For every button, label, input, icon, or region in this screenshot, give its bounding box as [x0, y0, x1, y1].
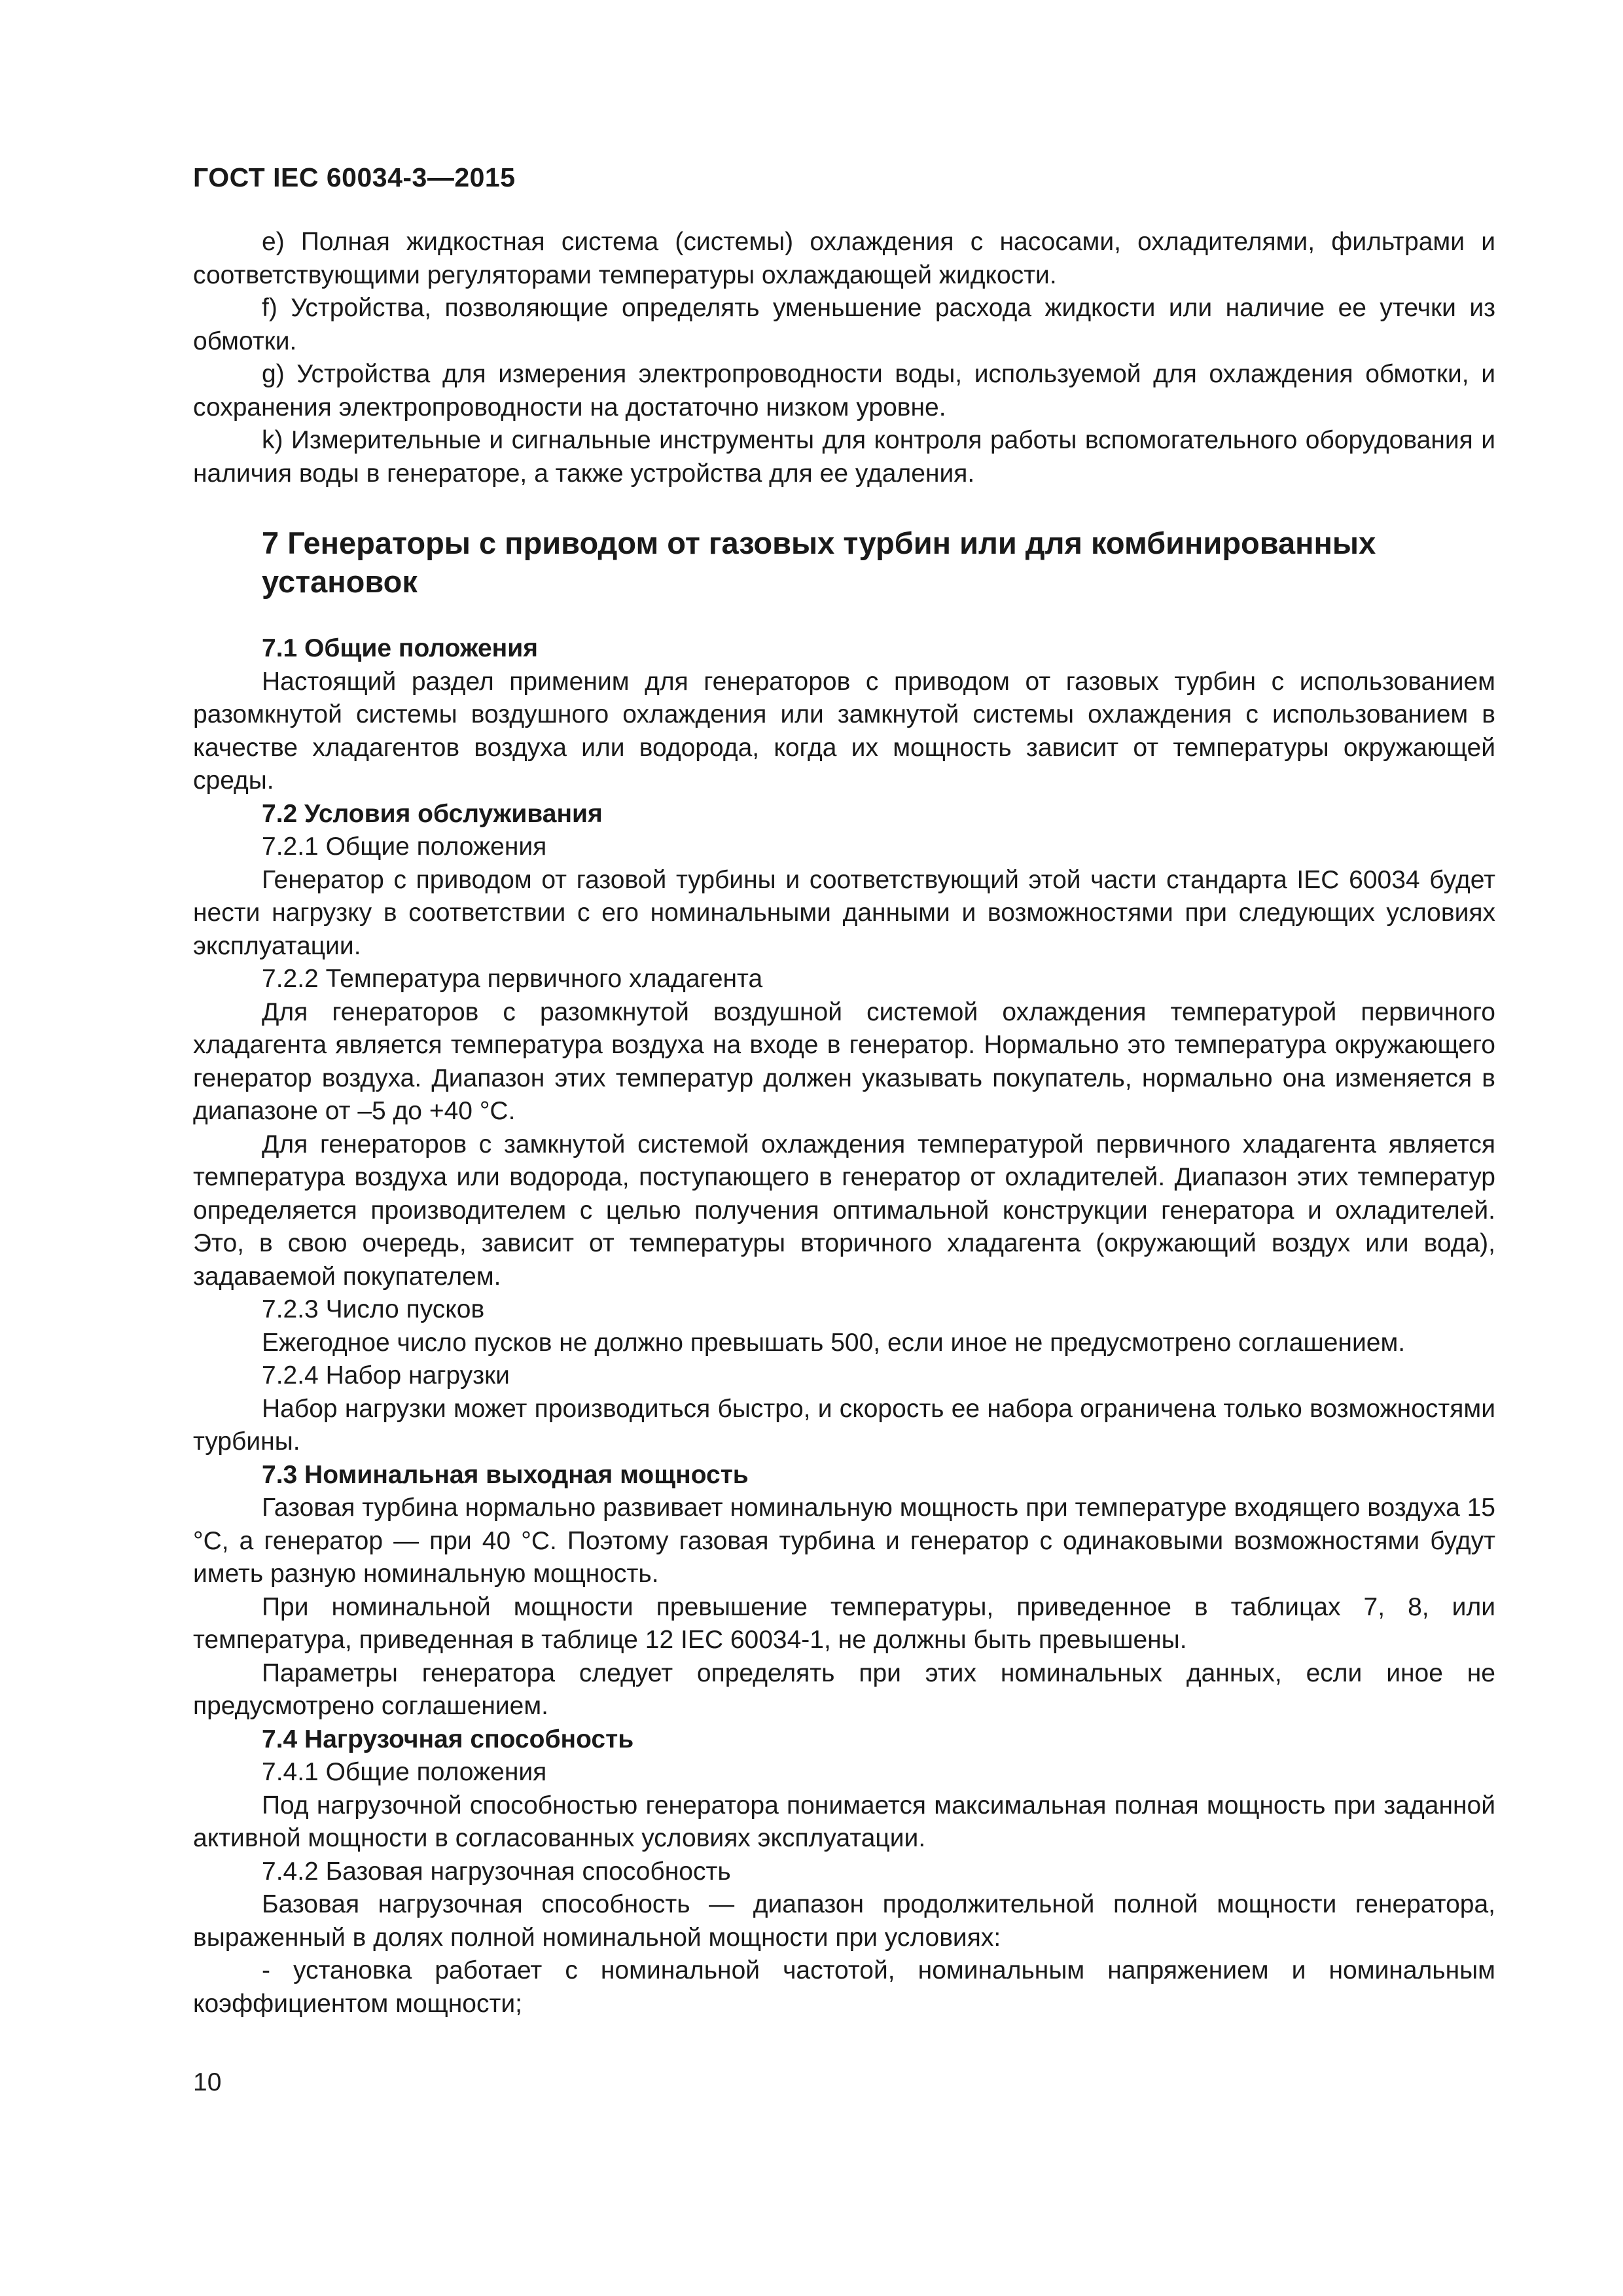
- page-content: [193, 226, 1495, 2020]
- section-7-2-3-heading: 7.2.3 Число пусков: [262, 1295, 485, 1323]
- section-7-2-3-text: Ежегодное число пусков не должно превышать 500, если иное не предусмотрено соглашением.: [262, 1328, 1406, 1357]
- section-7-4-1-text: Под нагрузочной способностью генератора понимается максимальная полная мощность при заданной активной мощности в согласованных условиях эксплуатации.: [193, 1791, 1495, 1852]
- section-7-3-heading: 7.3 Номинальная выходная мощность: [262, 1460, 749, 1489]
- section-7-2-heading: 7.2 Условия обслуживания: [262, 799, 603, 828]
- section-7-4-heading: 7.4 Нагрузочная способность: [262, 1725, 634, 1753]
- section-7-4-2-text: Базовая нагрузочная способность — диапазон продолжительной полной мощности генератора, выраженный в долях полной номинальной мощности при условиях:: [193, 1890, 1495, 1952]
- section-7-4-2-list-item-1: - установка работает с номинальной частотой, номинальным напряжением и номинальным коэффициентом мощности;: [193, 1956, 1495, 2018]
- document-code-header: ГОСТ IEC 60034-3—2015: [193, 162, 516, 192]
- section-7-2-2-heading: 7.2.2 Температура первичного хладагента: [262, 965, 763, 993]
- list-item-f: f) Устройства, позволяющие определять уменьшение расхода жидкости или наличие ее утечки из обмотки.: [193, 294, 1495, 355]
- section-7-2-4-text: Набор нагрузки может производиться быстро, и скорость ее набора ограничена только возможностями турбины.: [193, 1394, 1495, 1456]
- page-number: 10: [193, 2068, 222, 2096]
- section-7-3-text-2: При номинальной мощности превышение температуры, приведенное в таблицах 7, 8, или температура, приведенная в таблице 12 IEC 60034-1, не должны быть превышены.: [193, 1592, 1495, 1654]
- section-7-3-text-1: Газовая турбина нормально развивает номинальную мощность при температуре входящего воздуха 15 °С, а генератор — при 40 °С. Поэтому газовая турбина и генератор с одинаковыми возможностями будут иметь разную номинальную мощность.: [193, 1494, 1495, 1588]
- section-7-4-1-heading: 7.4.1 Общие положения: [262, 1758, 547, 1786]
- section-7-2-2-text-1: Для генераторов с разомкнутой воздушной системой охлаждения температурой первичного хладагента является температура воздуха на входе в генератор. Нормально это температура окружающего генератор воздуха. Диапазон этих температур должен указывать покупатель, нормально она изменяется в диапазоне от –5 до +40 °С.: [193, 997, 1495, 1125]
- section-7-2-1-text: Генератор с приводом от газовой турбины и соответствующий этой части стандарта IEC 60034 будет нести нагрузку в соответствии с его номинальными данными и возможностями при следующих условиях эксплуатации.: [193, 865, 1495, 960]
- section-7-2-4-heading: 7.2.4 Набор нагрузки: [262, 1361, 510, 1390]
- list-item-g: g) Устройства для измерения электропроводности воды, используемой для охлаждения обмотки, и сохранения электропроводности на достаточно низком уровне.: [193, 360, 1495, 422]
- section-7-3-text-3: Параметры генератора следует определять при этих номинальных данных, если иное не предусмотрено соглашением.: [193, 1659, 1495, 1720]
- section-7-1-heading: 7.1 Общие положения: [262, 634, 538, 662]
- list-item-e: е) Полная жидкостная система (системы) охлаждения с насосами, охладителями, фильтрами и соответствующими регуляторами температуры охлаждающей жидкости.: [193, 228, 1495, 289]
- list-item-k: k) Измерительные и сигнальные инструменты для контроля работы вспомогательного оборудования и наличия воды в генераторе, а также устройства для ее удаления.: [193, 426, 1495, 488]
- section-7-4-2-heading: 7.4.2 Базовая нагрузочная способность: [262, 1857, 731, 1886]
- section-7-2-2-text-2: Для генераторов с замкнутой системой охлаждения температурой первичного хладагента является температура воздуха или водорода, поступающего в генератор от охладителей. Диапазон этих температур определяется производителем с целью получения оптимальной конструкции генератора и охладителей. Это, в свою очередь, зависит от температуры вторичного хладагента (окружающий воздух или вода), задаваемой покупателем.: [193, 1130, 1495, 1291]
- section-7-1-text: Настоящий раздел применим для генераторов с приводом от газовых турбин с использованием разомкнутой системы воздушного охлаждения или замкнутой системы охлаждения с использованием в качестве хладагентов воздуха или водорода, когда их мощность зависит от температуры окружающей среды.: [193, 667, 1495, 795]
- section-7-title: 7 Генераторы с приводом от газовых турбин или для комбинированных установок: [262, 526, 1376, 599]
- section-7-2-1-heading: 7.2.1 Общие положения: [262, 833, 547, 861]
